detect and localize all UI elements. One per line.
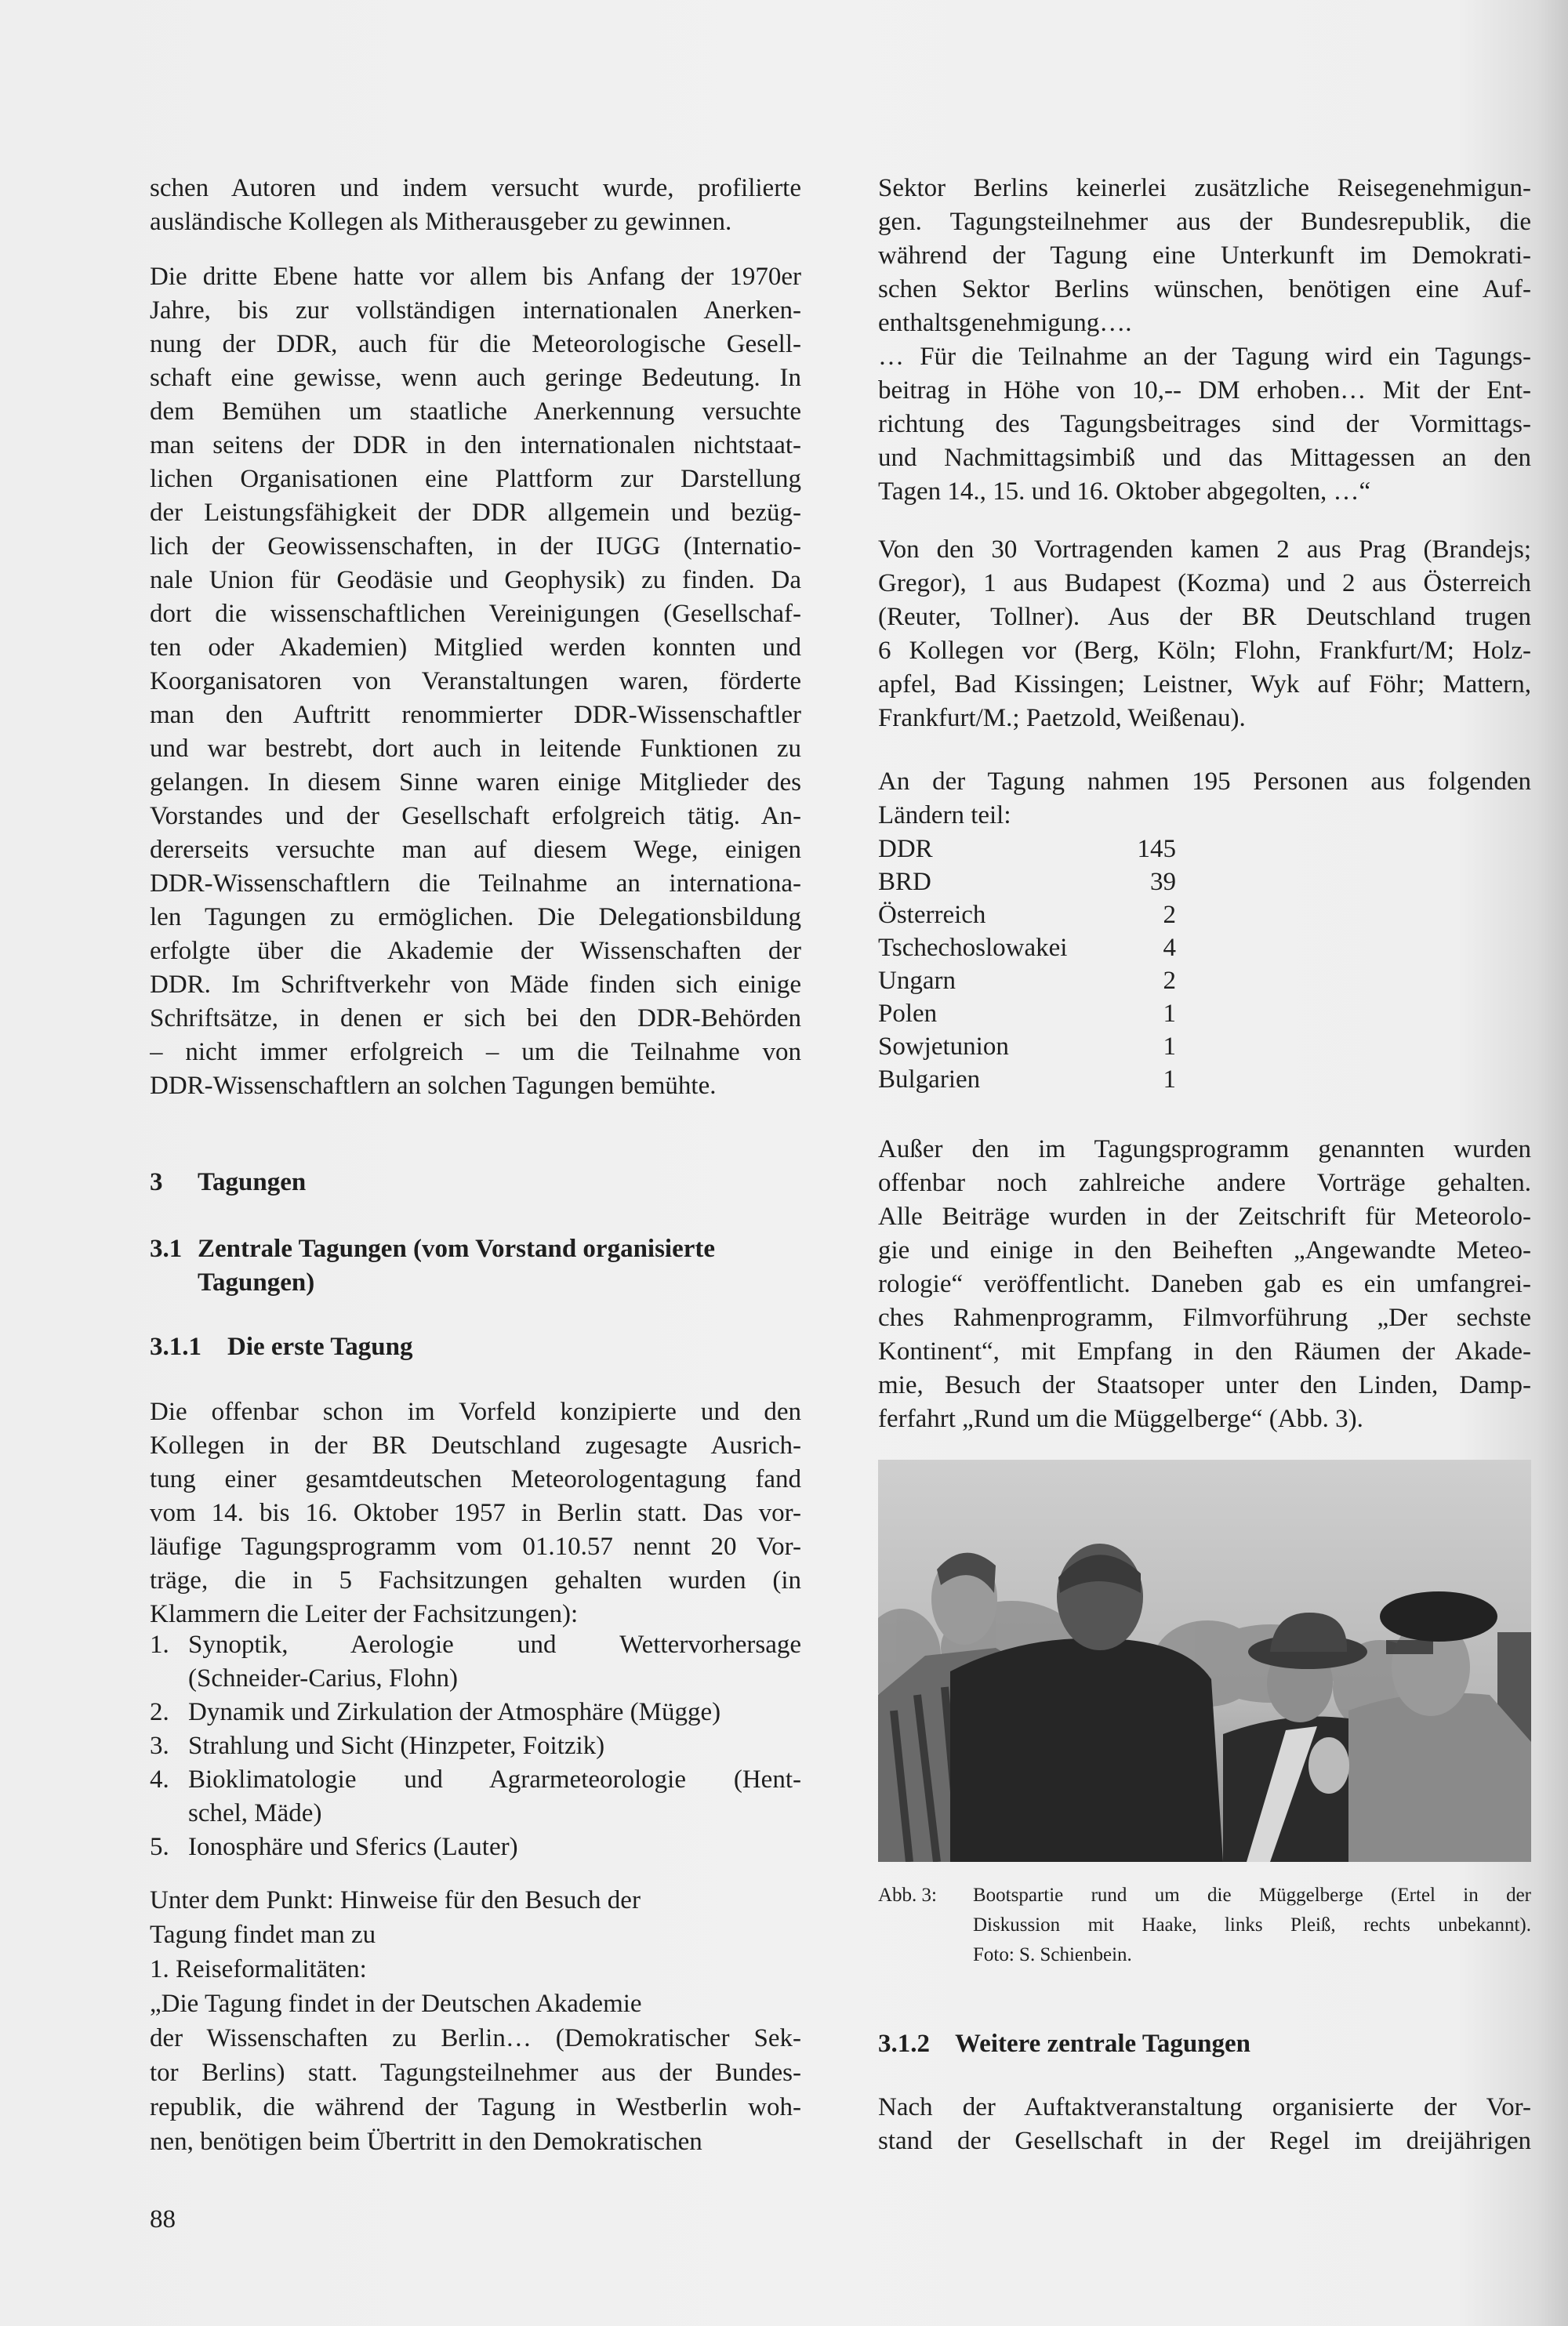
- text-line: richtung des Tagungsbeitrages sind der Vormittags-: [878, 410, 1531, 438]
- text-line: ten oder Akademien) Mitglied werden konnten und: [150, 633, 801, 662]
- photo-image: [878, 1460, 1531, 1862]
- text-line: rologie“ veröffentlicht. Daneben gab es ein umfangrei-: [878, 1270, 1531, 1298]
- list-number: 1.: [150, 1631, 169, 1659]
- text-line: Klammern die Leiter der Fachsitzungen):: [150, 1600, 579, 1628]
- text-line: – nicht immer erfolgreich – um die Teilnahme von: [150, 1038, 801, 1066]
- page-number: 88: [150, 2205, 176, 2233]
- text-line: nen, benötigen beim Übertritt in den Demokratischen: [150, 2128, 702, 2156]
- list-item: [150, 1696, 801, 1729]
- table-row: [878, 931, 1176, 964]
- figure-photo: [878, 1460, 1531, 1862]
- text-line: Die dritte Ebene hatte vor allem bis Anfang der 1970er: [150, 263, 801, 291]
- list-number: 5.: [150, 1833, 169, 1861]
- caption-text: [973, 1881, 1531, 1970]
- list-number: 3.: [150, 1732, 169, 1760]
- list-item: [150, 1831, 801, 1864]
- text-line: Jahre, bis zur vollständigen internationalen Anerken-: [150, 296, 801, 325]
- text-line: lich der Geowissenschaften, in der IUGG (Internatio-: [150, 532, 801, 561]
- paragraph: [150, 260, 801, 1103]
- list-item: [150, 1628, 801, 1696]
- text-line: Alle Beiträge wurden in der Zeitschrift für Meteorolo-: [878, 1203, 1531, 1231]
- text-line: An der Tagung nahmen 195 Personen aus folgenden: [878, 767, 1531, 796]
- section-number: 3.1.2: [878, 2030, 930, 2058]
- text-line: und Nachmittagsimbiß und das Mittagessen an den: [878, 444, 1531, 472]
- section-title: Die erste Tagung: [227, 1333, 413, 1361]
- participants-table: [878, 833, 1176, 1096]
- text-line: Die offenbar schon im Vorfeld konzipierte und den: [150, 1398, 801, 1426]
- text-line: (Schneider-Carius, Flohn): [188, 1664, 458, 1693]
- section-title: Weitere zentrale Tagungen: [955, 2030, 1251, 2058]
- text-line: Außer den im Tagungsprogramm genannten wurden: [878, 1135, 1531, 1163]
- country-cell: Ungarn: [878, 967, 956, 995]
- count-cell: 1: [1163, 1032, 1176, 1061]
- text-line: der Leistungsfähigkeit der DDR allgemein und bezüg-: [150, 499, 801, 527]
- text-line: man den Auftritt renommierter DDR-Wissenschaftler: [150, 701, 801, 729]
- text-line: tung einer gesamtdeutschen Meteorologentagung fand: [150, 1465, 801, 1493]
- text-line: Kollegen in der BR Deutschland zugesagte Ausrich-: [150, 1432, 801, 1460]
- text-line: Unter dem Punkt: Hinweise für den Besuch der: [150, 1886, 641, 1914]
- list-number: 4.: [150, 1765, 169, 1794]
- text-line: und war bestrebt, dort auch in leitende Funktionen zu: [150, 735, 801, 763]
- text-line: mie, Besuch der Staatsoper unter den Linden, Damp-: [878, 1371, 1531, 1399]
- table-row: [878, 833, 1176, 865]
- section-number: 3.1.1: [150, 1333, 201, 1361]
- figure-label: Abb. 3:: [878, 1885, 937, 1906]
- country-cell: Sowjetunion: [878, 1032, 1009, 1061]
- section-number: 3: [150, 1168, 163, 1196]
- country-cell: Tschechoslowakei: [878, 934, 1068, 962]
- text-line: Koorganisatoren von Veranstaltungen waren, förderte: [150, 667, 801, 695]
- text-line: Strahlung und Sicht (Hinzpeter, Foitzik): [188, 1732, 605, 1760]
- text-line: schen Autoren und indem versucht wurde, profilierte: [150, 174, 801, 202]
- text-line: len Tagungen zu ermöglichen. Die Delegationsbildung: [150, 903, 801, 931]
- text-line: man seitens der DDR in den internationalen nichtstaat-: [150, 431, 801, 459]
- text-line: Frankfurt/M.; Paetzold, Weißenau).: [878, 704, 1246, 732]
- text-line: DDR-Wissenschaftlern an solchen Tagungen bemühte.: [150, 1072, 717, 1100]
- count-cell: 4: [1163, 934, 1176, 962]
- text-line: ferfahrt „Rund um die Müggelberge“ (Abb. 3).: [878, 1405, 1363, 1433]
- count-cell: 1: [1163, 1000, 1176, 1028]
- table-row: [878, 898, 1176, 931]
- paragraph: [150, 1883, 801, 2159]
- text-line: Tagung findet man zu: [150, 1921, 376, 1949]
- text-line: dererseits versuchte man auf diesem Wege, einigen: [150, 836, 801, 864]
- table-row: [878, 865, 1176, 898]
- section-title: Tagungen: [198, 1168, 307, 1196]
- text-line: Diskussion mit Haake, links Pleiß, rechts unbekannt).: [973, 1914, 1531, 1936]
- paragraph: [878, 1133, 1531, 1436]
- text-line: Schriftsätze, in denen er sich bei den DDR-Behörden: [150, 1004, 801, 1032]
- text-line: nale Union für Geodäsie und Geophysik) zu finden. Da: [150, 566, 801, 594]
- text-line: Kontinent“, mit Empfang in den Räumen der Akade-: [878, 1337, 1531, 1366]
- text-line: beitrag in Höhe von 10,-- DM erhoben… Mit der Ent-: [878, 376, 1531, 405]
- list-item: [150, 1729, 801, 1763]
- paragraph: [878, 172, 1531, 509]
- text-line: gen. Tagungsteilnehmer aus der Bundesrepublik, die: [878, 208, 1531, 236]
- list-item: [150, 1763, 801, 1831]
- title-line: Zentrale Tagungen (vom Vorstand organisierte: [198, 1235, 716, 1263]
- text-line: gie und einige in den Beiheften „Angewandte Meteo-: [878, 1236, 1531, 1265]
- text-line: DDR. Im Schriftverkehr von Mäde finden sich einige: [150, 971, 801, 999]
- paragraph: [878, 765, 1531, 833]
- count-cell: 1: [1163, 1065, 1176, 1094]
- text-line: 6 Kollegen vor (Berg, Köln; Flohn, Frankfurt/M; Holz-: [878, 637, 1531, 665]
- paragraph: [878, 2091, 1531, 2158]
- country-cell: Bulgarien: [878, 1065, 981, 1094]
- text-line: schen Sektor Berlins wünschen, benötigen eine Auf-: [878, 275, 1531, 303]
- text-line: tor Berlins) statt. Tagungsteilnehmer aus der Bundes-: [150, 2059, 801, 2087]
- text-line: Von den 30 Vortragenden kamen 2 aus Prag (Brandejs;: [878, 535, 1531, 564]
- text-line: DDR-Wissenschaftlern die Teilnahme an internationa-: [150, 869, 801, 898]
- table-row: [878, 1063, 1176, 1096]
- text-line: Dynamik und Zirkulation der Atmosphäre (Mügge): [188, 1698, 721, 1726]
- text-line: (Reuter, Tollner). Aus der BR Deutschland trugen: [878, 603, 1531, 631]
- text-line: schaft eine gewisse, wenn auch geringe Bedeutung. In: [150, 364, 801, 392]
- text-line: dort die wissenschaftlichen Vereinigungen (Gesellschaf-: [150, 600, 801, 628]
- text-line: vom 14. bis 16. Oktober 1957 in Berlin statt. Das vor-: [150, 1499, 801, 1527]
- text-line: Bootspartie rund um die Müggelberge (Ertel in der: [973, 1885, 1531, 1906]
- text-line: Tagen 14., 15. und 16. Oktober abgegolten, …“: [878, 477, 1371, 506]
- text-line: ausländische Kollegen als Mitherausgeber zu gewinnen.: [150, 208, 732, 236]
- country-cell: BRD: [878, 868, 931, 896]
- paragraph: [150, 1395, 801, 1631]
- section-title: [198, 1232, 715, 1300]
- numbered-list: [150, 1628, 801, 1864]
- paragraph: [878, 533, 1531, 735]
- count-cell: 145: [1137, 835, 1176, 863]
- text-line: Sektor Berlins keinerlei zusätzliche Reisegenehmigun-: [878, 174, 1531, 202]
- paragraph: [150, 172, 801, 239]
- text-line: „Die Tagung findet in der Deutschen Akademie: [150, 1990, 642, 2018]
- text-line: Ländern teil:: [878, 801, 1011, 829]
- text-line: Nach der Auftaktveranstaltung organisierte der Vor-: [878, 2093, 1531, 2121]
- text-line: Vorstandes und der Gesellschaft erfolgreich tätig. An-: [150, 802, 801, 830]
- text-line: Gregor), 1 aus Budapest (Kozma) und 2 aus Österreich: [878, 569, 1531, 597]
- text-line: enthaltsgenehmigung….: [878, 309, 1132, 337]
- text-line: Bioklimatologie und Agrarmeteorologie (Hent-: [188, 1765, 801, 1794]
- text-line: träge, die in 5 Fachsitzungen gehalten wurden (in: [150, 1566, 801, 1595]
- country-cell: Polen: [878, 1000, 938, 1028]
- text-line: läufige Tagungsprogramm vom 01.10.57 nennt 20 Vor-: [150, 1533, 801, 1561]
- text-line: republik, die während der Tagung in Westberlin woh-: [150, 2093, 801, 2121]
- text-line: … Für die Teilnahme an der Tagung wird ein Tagungs-: [878, 343, 1531, 371]
- list-number: 2.: [150, 1698, 169, 1726]
- text-line: lichen Organisationen eine Plattform zur Darstellung: [150, 465, 801, 493]
- count-cell: 2: [1163, 901, 1176, 929]
- table-row: [878, 997, 1176, 1030]
- country-cell: Österreich: [878, 901, 986, 929]
- text-line: ches Rahmenprogramm, Filmvorführung „Der sechste: [878, 1304, 1531, 1332]
- text-line: der Wissenschaften zu Berlin… (Demokratischer Sek-: [150, 2024, 801, 2052]
- text-line: erfolgte über die Akademie der Wissenschaften der: [150, 937, 801, 965]
- count-cell: 2: [1163, 967, 1176, 995]
- text-line: während der Tagung eine Unterkunft im Demokrati-: [878, 241, 1531, 270]
- title-line: Tagungen): [198, 1268, 315, 1297]
- text-line: schel, Mäde): [188, 1799, 322, 1827]
- table-row: [878, 1030, 1176, 1063]
- country-cell: DDR: [878, 835, 933, 863]
- text-line: offenbar noch zahlreiche andere Vorträge gehalten.: [878, 1169, 1531, 1197]
- text-line: Foto: S. Schienbein.: [973, 1944, 1132, 1965]
- text-line: apfel, Bad Kissingen; Leistner, Wyk auf Föhr; Mattern,: [878, 670, 1531, 699]
- text-line: nung der DDR, auch für die Meteorologische Gesell-: [150, 330, 801, 358]
- text-line: 1. Reiseformalitäten:: [150, 1955, 367, 1983]
- text-line: stand der Gesellschaft in der Regel im dreijährigen: [878, 2127, 1531, 2155]
- text-line: gelangen. In diesem Sinne waren einige Mitglieder des: [150, 768, 801, 797]
- section-number: 3.1: [150, 1235, 183, 1263]
- text-line: Synoptik, Aerologie und Wettervorhersage: [188, 1631, 801, 1659]
- text-line: Ionosphäre und Sferics (Lauter): [188, 1833, 518, 1861]
- count-cell: 39: [1150, 868, 1176, 896]
- text-line: dem Bemühen um staatliche Anerkennung versuchte: [150, 397, 801, 426]
- table-row: [878, 964, 1176, 997]
